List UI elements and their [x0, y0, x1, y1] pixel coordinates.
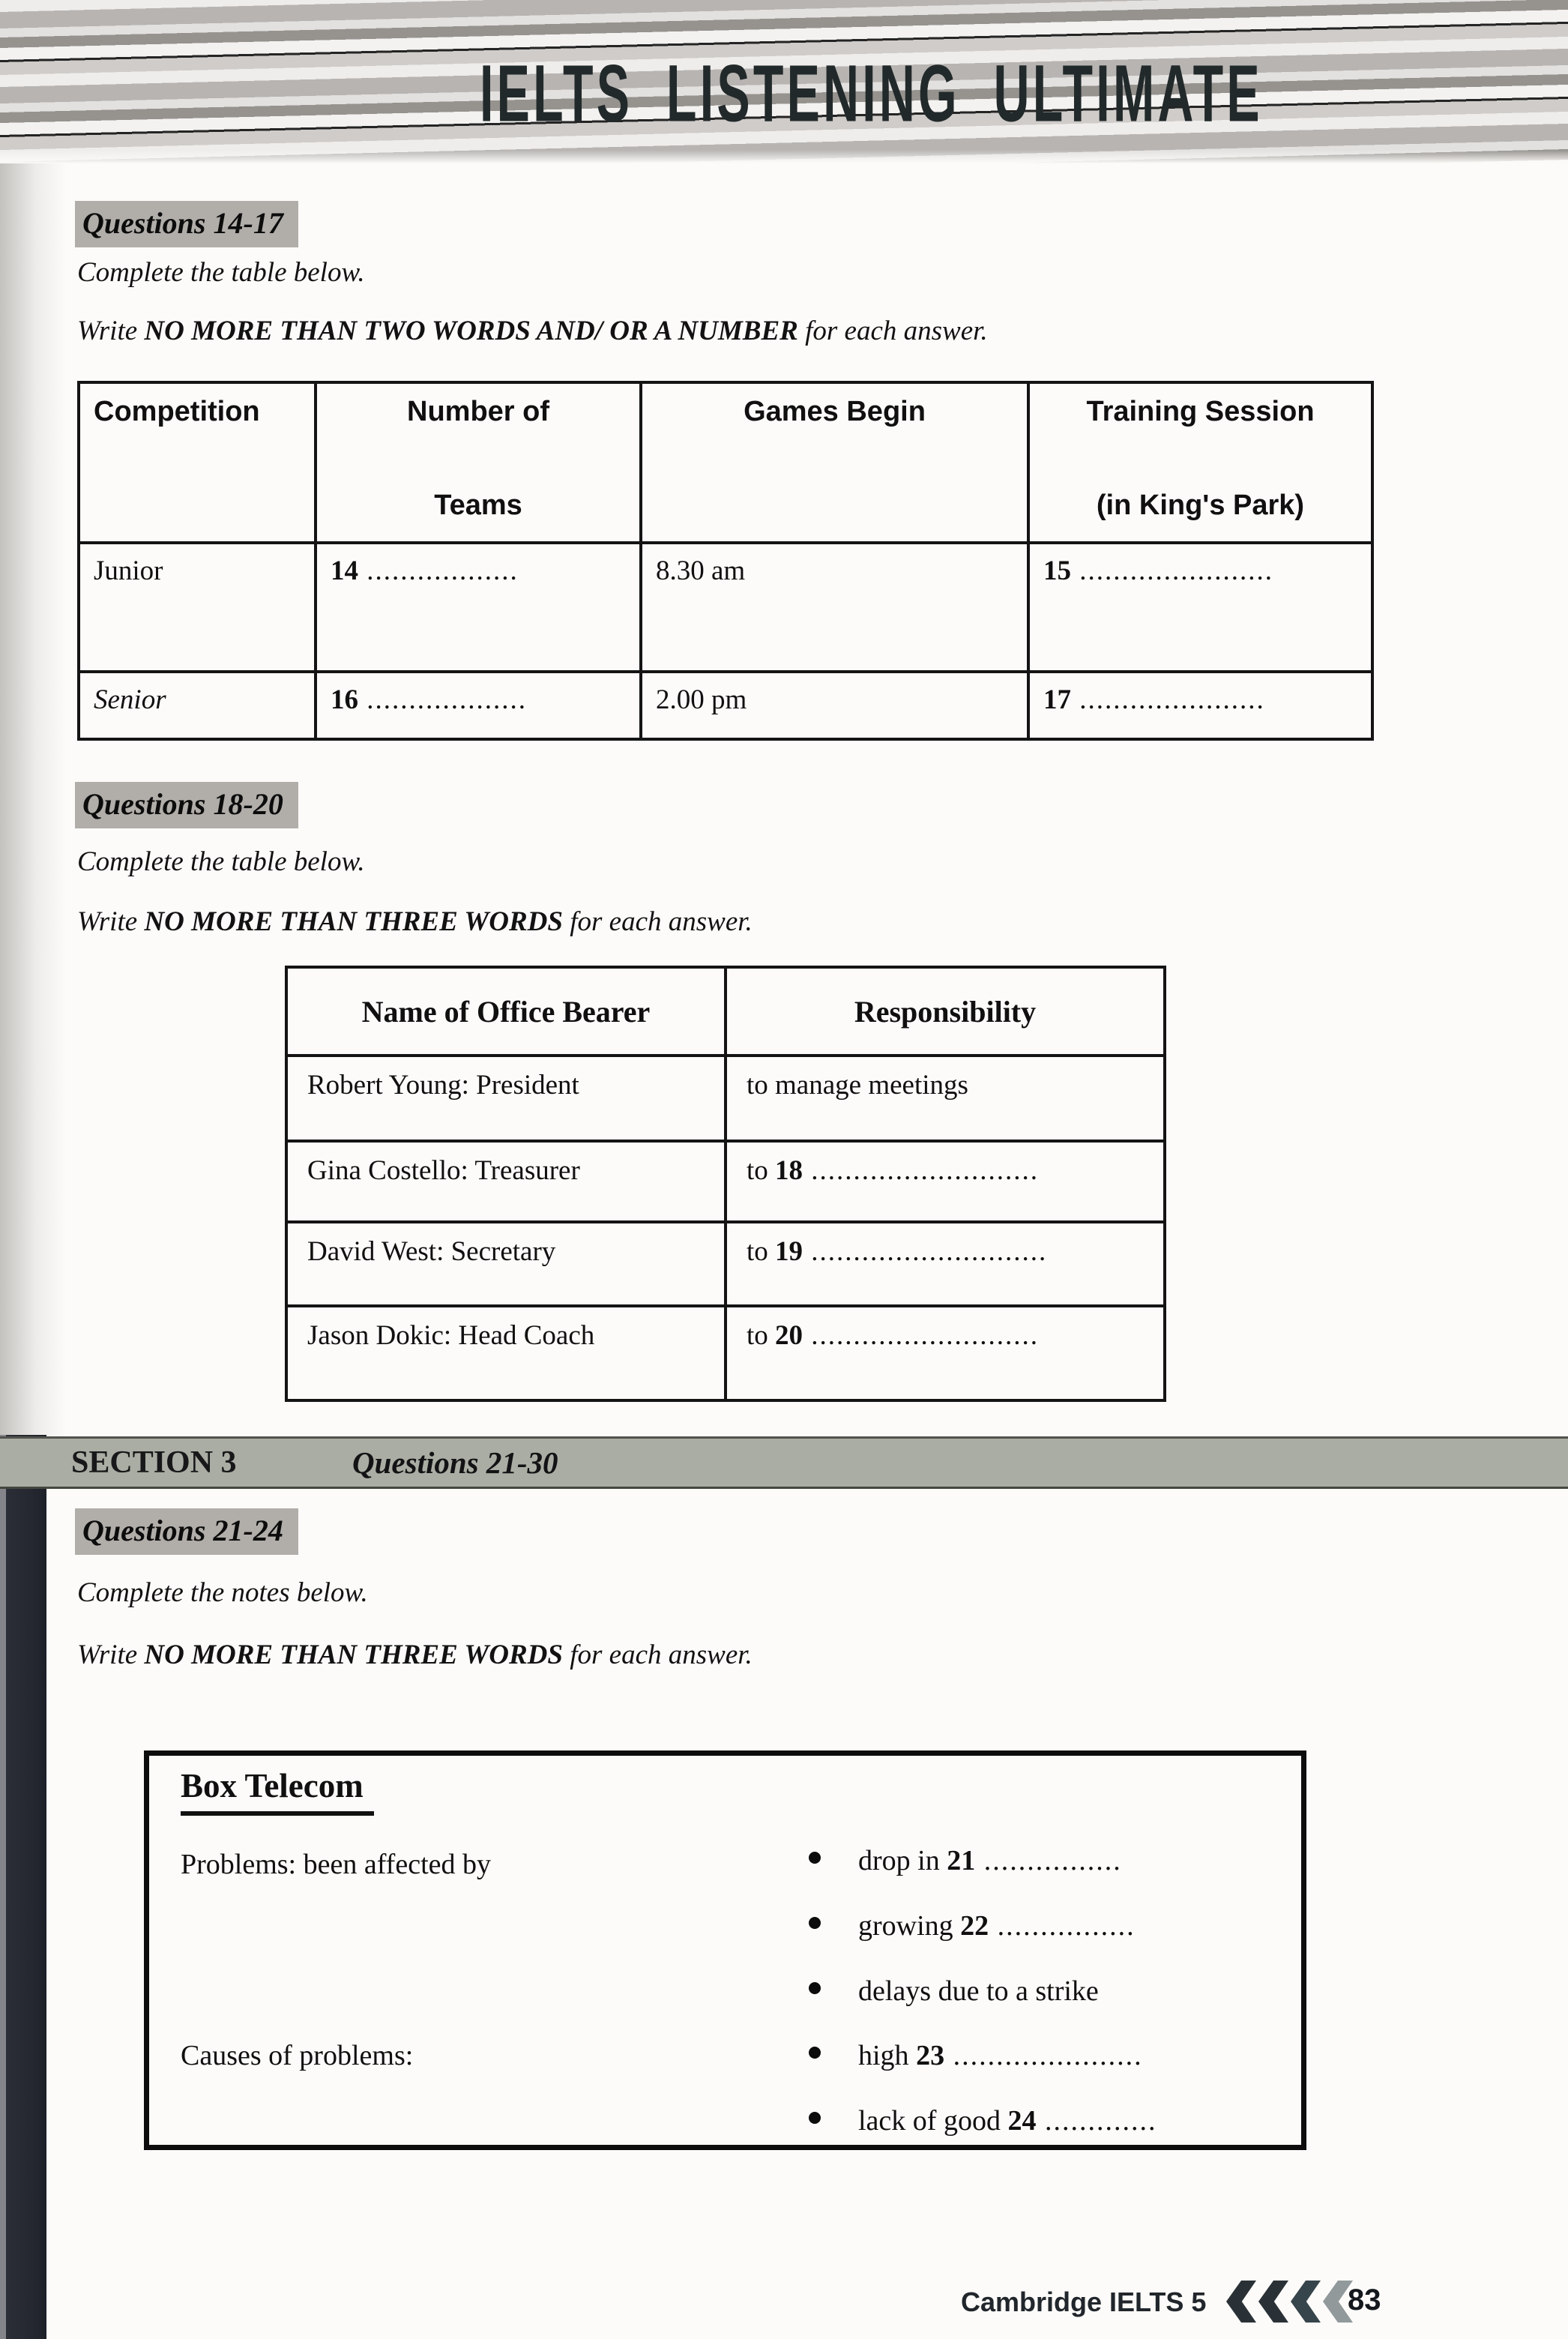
bullet-answer-22 — [809, 1909, 1136, 1942]
bullet-answer-23 — [809, 2039, 1143, 2072]
write-limit: NO MORE THAN THREE WORDS — [144, 1640, 563, 1670]
table-row-president — [286, 1056, 1165, 1141]
q18-20-instruction: Complete the table below. — [77, 846, 365, 877]
col-responsibility: Responsibility — [726, 967, 1165, 1056]
col-competition — [79, 382, 316, 543]
cell-competition: Senior — [79, 672, 316, 739]
competition-table — [77, 381, 1374, 741]
table-row-secretary — [286, 1222, 1165, 1306]
office-bearer-table — [285, 966, 1166, 1402]
answer-blank: ........................... — [803, 1320, 1040, 1351]
write-limit: NO MORE THAN TWO WORDS AND/ OR A NUMBER — [144, 316, 798, 346]
table-header-row — [286, 967, 1165, 1056]
bullet-icon — [809, 2112, 821, 2124]
chevron-left-icons — [1226, 2281, 1353, 2323]
write-suffix: for each answer. — [797, 316, 988, 346]
cell-games-begin: 2.00 pm — [641, 672, 1028, 739]
question-number: 16 — [331, 684, 358, 715]
causes-label: Causes of problems: — [181, 2040, 414, 2071]
bullet-icon — [809, 1852, 821, 1864]
q18-20-write-instruction — [77, 906, 753, 938]
answer-blank: ................ — [989, 1910, 1136, 1942]
col-name-of-office-bearer: Name of Office Bearer — [286, 967, 726, 1056]
write-suffix: for each answer. — [562, 1640, 753, 1670]
page-left-shadow — [0, 163, 66, 1438]
questions-18-20-heading: Questions 18-20 — [75, 782, 298, 828]
cell-answer-19 — [726, 1222, 1165, 1306]
header-line: Games Begin — [744, 396, 926, 427]
question-number: 18 — [775, 1155, 803, 1186]
write-prefix: Write — [77, 1640, 145, 1670]
question-number: 19 — [775, 1236, 803, 1267]
bullet-text: delays due to a strike — [858, 1975, 1099, 2007]
bullet-text: growing — [858, 1910, 961, 1942]
bullet-text: high — [858, 2040, 917, 2071]
q21-24-write-instruction — [77, 1639, 753, 1671]
responsibility-text: to — [747, 1320, 776, 1351]
answer-blank: ...................... — [944, 2040, 1143, 2071]
chevron-left-icon — [1258, 2281, 1288, 2323]
responsibility-text: to manage meetings — [747, 1070, 968, 1101]
question-number: 22 — [960, 1910, 989, 1942]
question-number: 14 — [331, 556, 358, 586]
bullet-icon — [809, 2047, 821, 2059]
table-row-senior — [79, 672, 1372, 739]
section-3-bar — [0, 1436, 1568, 1489]
box-telecom-notes — [144, 1751, 1306, 2150]
bullet-text: lack of good — [858, 2105, 1008, 2137]
cell-games-begin: 8.30 am — [641, 543, 1028, 672]
write-prefix: Write — [77, 316, 145, 346]
answer-blank: ....................... — [1071, 556, 1273, 586]
cell-name: Jason Dokic: Head Coach — [286, 1306, 726, 1400]
question-number: 17 — [1043, 684, 1071, 715]
responsibility-text: to — [747, 1236, 776, 1267]
answer-blank: ................ — [975, 1845, 1122, 1876]
cell-competition: Junior — [79, 543, 316, 672]
chevron-left-icon — [1226, 2281, 1256, 2323]
header-line: Teams — [434, 490, 522, 521]
header-banner — [0, 0, 1568, 163]
banner-title: IELTS LISTENING ULTIMATE — [480, 47, 1263, 139]
page-binding-band — [0, 1435, 46, 2339]
section-3-label: SECTION 3 — [71, 1445, 237, 1480]
responsibility-text: to — [747, 1155, 776, 1186]
footer-book-title: Cambridge IELTS 5 — [961, 2287, 1207, 2317]
cell-name: David West: Secretary — [286, 1222, 726, 1306]
questions-21-24-heading: Questions 21-24 — [75, 1508, 298, 1555]
question-number: 23 — [916, 2040, 945, 2071]
write-suffix: for each answer. — [562, 906, 753, 937]
question-number: 21 — [947, 1845, 976, 1876]
table-row-treasurer — [286, 1141, 1165, 1222]
q14-17-instruction: Complete the table below. — [77, 257, 365, 288]
questions-21-30-label: Questions 21-30 — [352, 1445, 558, 1480]
header-line: Competition — [94, 396, 260, 427]
cell-name: Gina Costello: Treasurer — [286, 1141, 726, 1222]
cell-answer-20 — [726, 1306, 1165, 1400]
bullet-answer-21 — [809, 1844, 1122, 1877]
cell-answer-18 — [726, 1141, 1165, 1222]
q21-24-instruction: Complete the notes below. — [77, 1577, 368, 1608]
problems-label: Problems: been affected by — [181, 1849, 491, 1880]
bullet-icon — [809, 1982, 821, 1994]
questions-14-17-heading: Questions 14-17 — [75, 201, 298, 247]
question-number: 24 — [1007, 2105, 1037, 2137]
bullet-delays — [809, 1975, 1099, 2008]
answer-blank: .................. — [358, 556, 519, 586]
table-row-junior — [79, 543, 1372, 672]
bullet-icon — [809, 1917, 821, 1929]
cell-answer-16 — [316, 672, 641, 739]
cell-name: Robert Young: President — [286, 1056, 726, 1141]
question-number: 20 — [775, 1320, 803, 1351]
table-header-row — [79, 382, 1372, 543]
q14-17-write-instruction — [77, 315, 988, 347]
header-line: Training Session — [1086, 396, 1315, 427]
question-number: 15 — [1043, 556, 1071, 586]
cell-answer-14 — [316, 543, 641, 672]
answer-blank: ...................... — [1071, 684, 1265, 715]
cell-responsibility — [726, 1056, 1165, 1141]
chevron-left-icon — [1291, 2281, 1321, 2323]
bullet-text: drop in — [858, 1845, 947, 1876]
answer-blank: ............. — [1036, 2105, 1157, 2137]
box-title: Box Telecom — [181, 1766, 374, 1816]
cell-answer-15 — [1028, 543, 1372, 672]
col-games-begin — [641, 382, 1028, 543]
table-row-head-coach — [286, 1306, 1165, 1400]
bullet-answer-24 — [809, 2104, 1157, 2137]
write-limit: NO MORE THAN THREE WORDS — [144, 906, 563, 937]
answer-blank: ............................ — [803, 1236, 1048, 1267]
cell-answer-17 — [1028, 672, 1372, 739]
col-training-session — [1028, 382, 1372, 543]
header-line: (in King's Park) — [1096, 490, 1305, 521]
footer-page-number: 83 — [1348, 2284, 1381, 2317]
col-number-of-teams — [316, 382, 641, 543]
write-prefix: Write — [77, 906, 145, 937]
header-line: Number of — [407, 396, 549, 427]
answer-blank: ........................... — [803, 1155, 1040, 1186]
answer-blank: ................... — [358, 684, 527, 715]
